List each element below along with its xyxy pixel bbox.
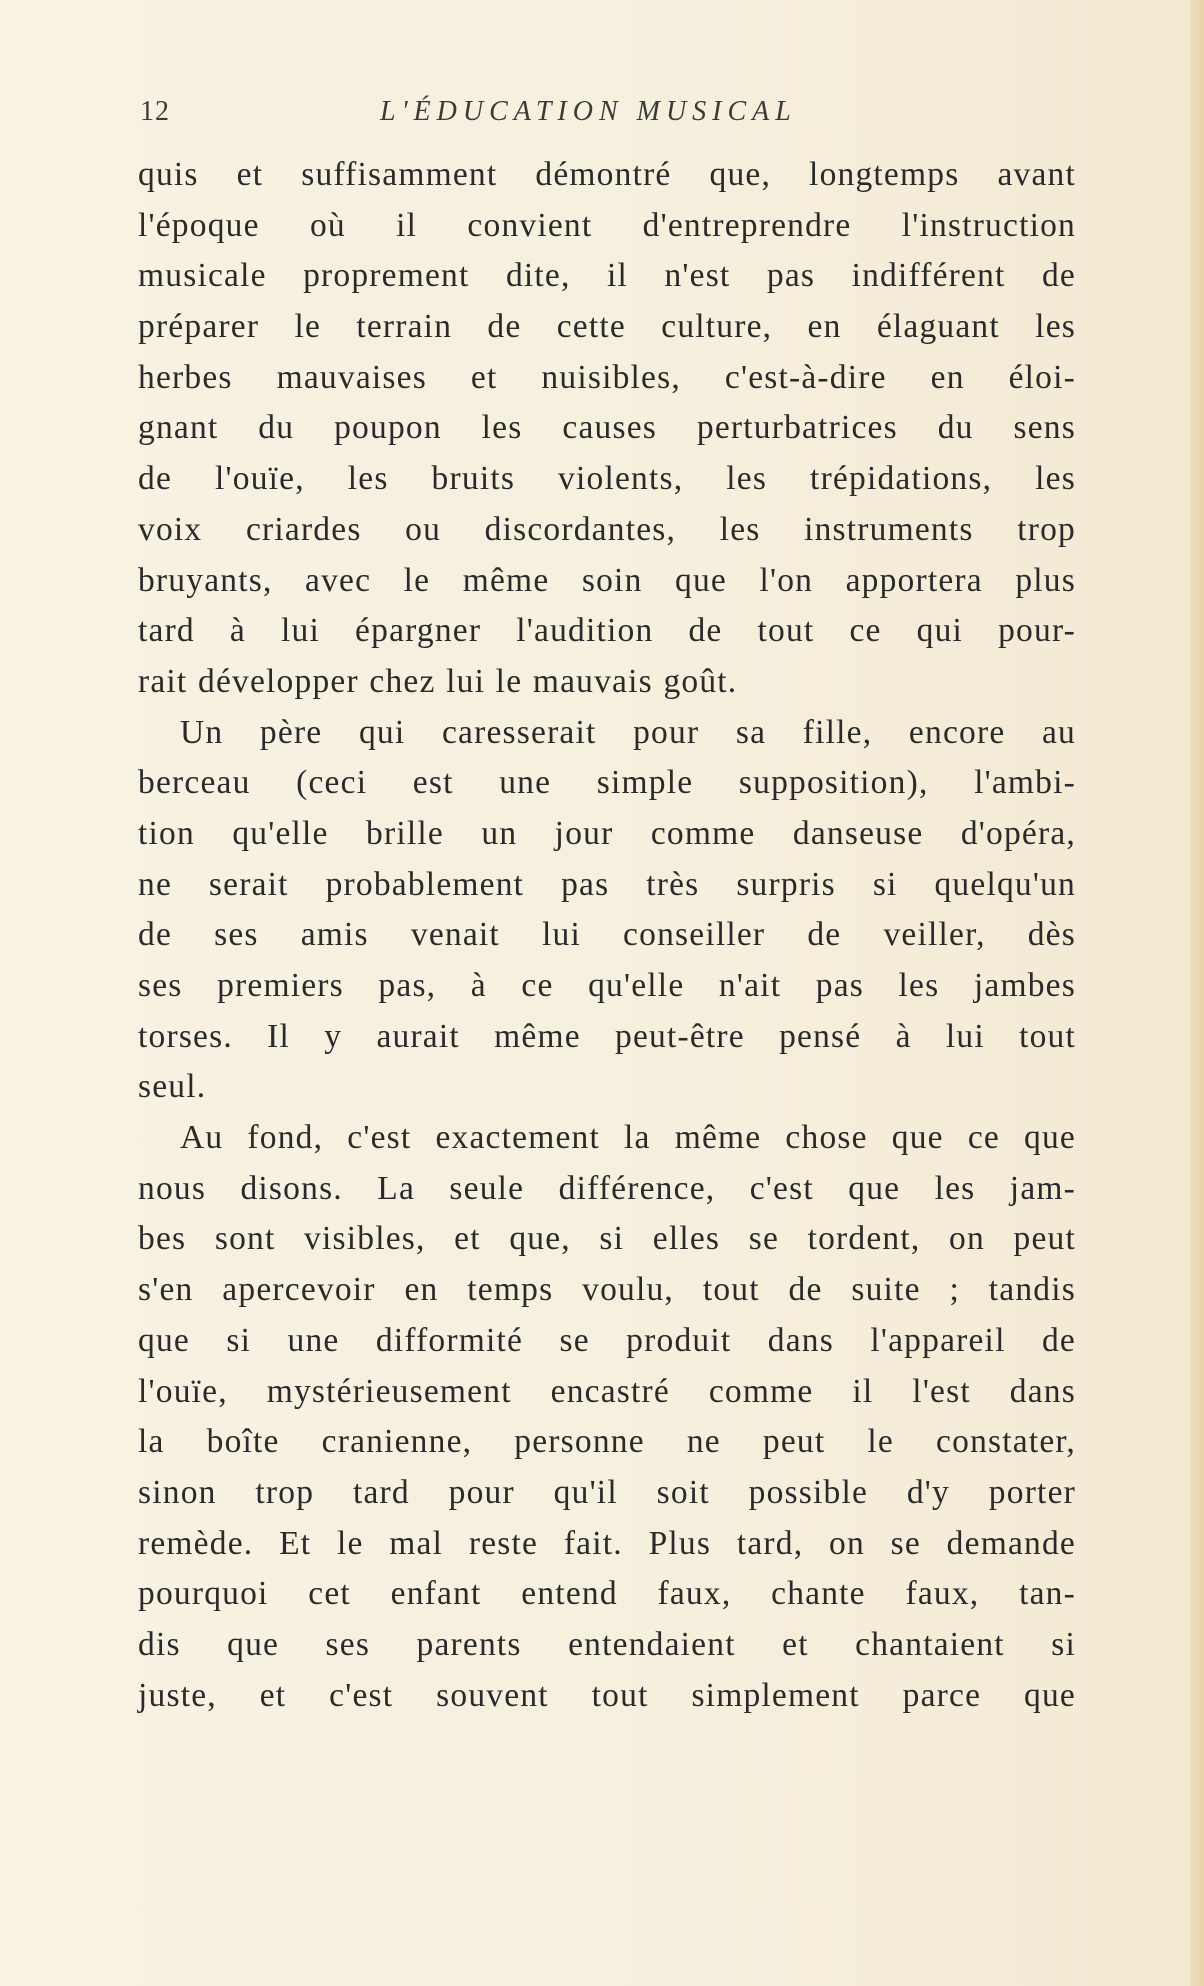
text-line: tion qu'elle brille un jour comme danseuse d'opéra, [138, 814, 1076, 852]
text-line: l'époque où il convient d'entreprendre l'instruction [138, 206, 1076, 244]
page-number: 12 [140, 96, 170, 127]
page-header [140, 92, 1070, 132]
running-title: L'ÉDUCATION MUSICAL [380, 96, 797, 127]
text-line: gnant du poupon les causes perturbatrices du sens [138, 409, 1076, 447]
text-line: quis et suffisamment démontré que, longtemps avant [138, 156, 1076, 193]
text-line: la boîte cranienne, personne ne peut le constater, [138, 1423, 1076, 1461]
text-line: Un père qui caresserait pour sa fille, encore au [180, 713, 1076, 751]
text-line: rait développer chez lui le mauvais goût. [138, 662, 738, 700]
text-line: torses. Il y aurait même peut-être pensé à lui tout [138, 1017, 1076, 1055]
text-line: tard à lui épargner l'audition de tout ce qui pour- [138, 612, 1076, 650]
text-line: pourquoi cet enfant entend faux, chante faux, tan- [138, 1575, 1076, 1613]
text-line: remède. Et le mal reste fait. Plus tard, on se demande [138, 1524, 1076, 1562]
text-line: Au fond, c'est exactement la même chose que ce que [180, 1119, 1076, 1157]
text-line: juste, et c'est souvent tout simplement parce que [138, 1676, 1076, 1714]
text-line: s'en apercevoir en temps voulu, tout de suite ; tandis [138, 1271, 1076, 1309]
body-text [138, 150, 1076, 1721]
text-line: bes sont visibles, et que, si elles se tordent, on peut [138, 1220, 1076, 1258]
text-line: dis que ses parents entendaient et chantaient si [138, 1625, 1076, 1663]
text-line: herbes mauvaises et nuisibles, c'est-à-dire en éloi- [138, 358, 1076, 396]
text-line: nous disons. La seule différence, c'est que les jam- [138, 1169, 1076, 1207]
text-line: ne serait probablement pas très surpris si quelqu'un [138, 865, 1076, 903]
text-line: préparer le terrain de cette culture, en élaguant les [138, 308, 1076, 346]
text-line: berceau (ceci est une simple supposition), l'ambi- [138, 764, 1076, 802]
text-line: l'ouïe, mystérieusement encastré comme il l'est dans [138, 1372, 1076, 1410]
text-line: que si une difformité se produit dans l'appareil de [138, 1321, 1076, 1359]
text-line: bruyants, avec le même soin que l'on apportera plus [138, 561, 1076, 599]
text-line: voix criardes ou discordantes, les instruments trop [138, 510, 1076, 548]
text-line: sinon trop tard pour qu'il soit possible d'y porter [138, 1473, 1076, 1511]
text-line: seul. [138, 1068, 207, 1106]
text-line: ses premiers pas, à ce qu'elle n'ait pas les jambes [138, 967, 1076, 1004]
text-line: musicale proprement dite, il n'est pas indifférent de [138, 257, 1076, 295]
text-line: de ses amis venait lui conseiller de veiller, dès [138, 916, 1076, 954]
text-line: de l'ouïe, les bruits violents, les trépidations, les [138, 460, 1076, 498]
page-edge-shadow [1190, 0, 1204, 1986]
